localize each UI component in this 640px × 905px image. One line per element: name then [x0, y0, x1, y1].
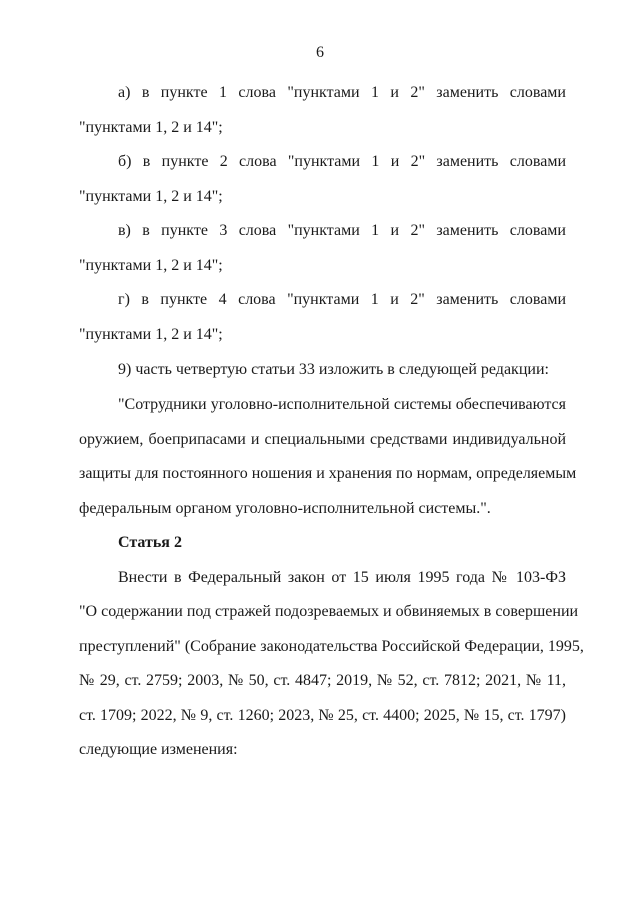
paragraph-line: "пунктами 1, 2 и 14";	[79, 119, 223, 136]
paragraph-line: "пунктами 1, 2 и 14";	[79, 257, 223, 274]
paragraph-line: федеральным органом уголовно-исполнительной системы.".	[79, 500, 491, 517]
paragraph-line: Внести в Федеральный закон от 15 июля 1995 года № 103-ФЗ	[118, 569, 566, 586]
paragraph-line: 9) часть четвертую статьи 33 изложить в следующей редакции:	[118, 361, 549, 378]
paragraph-line: № 29, ст. 2759; 2003, № 50, ст. 4847; 2019, № 52, ст. 7812; 2021, № 11,	[79, 672, 566, 689]
paragraph-line: "пунктами 1, 2 и 14";	[79, 326, 223, 343]
paragraph-line: "Сотрудники уголовно-исполнительной системы обеспечиваются	[118, 396, 566, 413]
paragraph-line: г) в пункте 4 слова "пунктами 1 и 2" заменить словами	[118, 291, 566, 308]
paragraph-line: "О содержании под стражей подозреваемых и обвиняемых в совершении	[79, 603, 579, 620]
paragraph-line: а) в пункте 1 слова "пунктами 1 и 2" заменить словами	[118, 84, 566, 101]
article-heading: Статья 2	[118, 534, 182, 551]
paragraph-line: ст. 1709; 2022, № 9, ст. 1260; 2023, № 25, ст. 4400; 2025, № 15, ст. 1797)	[79, 707, 566, 724]
paragraph-line: в) в пункте 3 слова "пунктами 1 и 2" заменить словами	[118, 222, 566, 239]
paragraph-line: "пунктами 1, 2 и 14";	[79, 188, 223, 205]
paragraph-line: оружием, боеприпасами и специальными средствами индивидуальной	[79, 431, 566, 448]
paragraph-line: защиты для постоянного ношения и хранения по нормам, определяемым	[79, 465, 577, 482]
paragraph-line: б) в пункте 2 слова "пунктами 1 и 2" заменить словами	[118, 153, 566, 170]
paragraph-line: преступлений" (Собрание законодательства Российской Федерации, 1995,	[79, 638, 584, 655]
paragraph-line: следующие изменения:	[79, 741, 238, 758]
page-number: 6	[316, 44, 324, 61]
